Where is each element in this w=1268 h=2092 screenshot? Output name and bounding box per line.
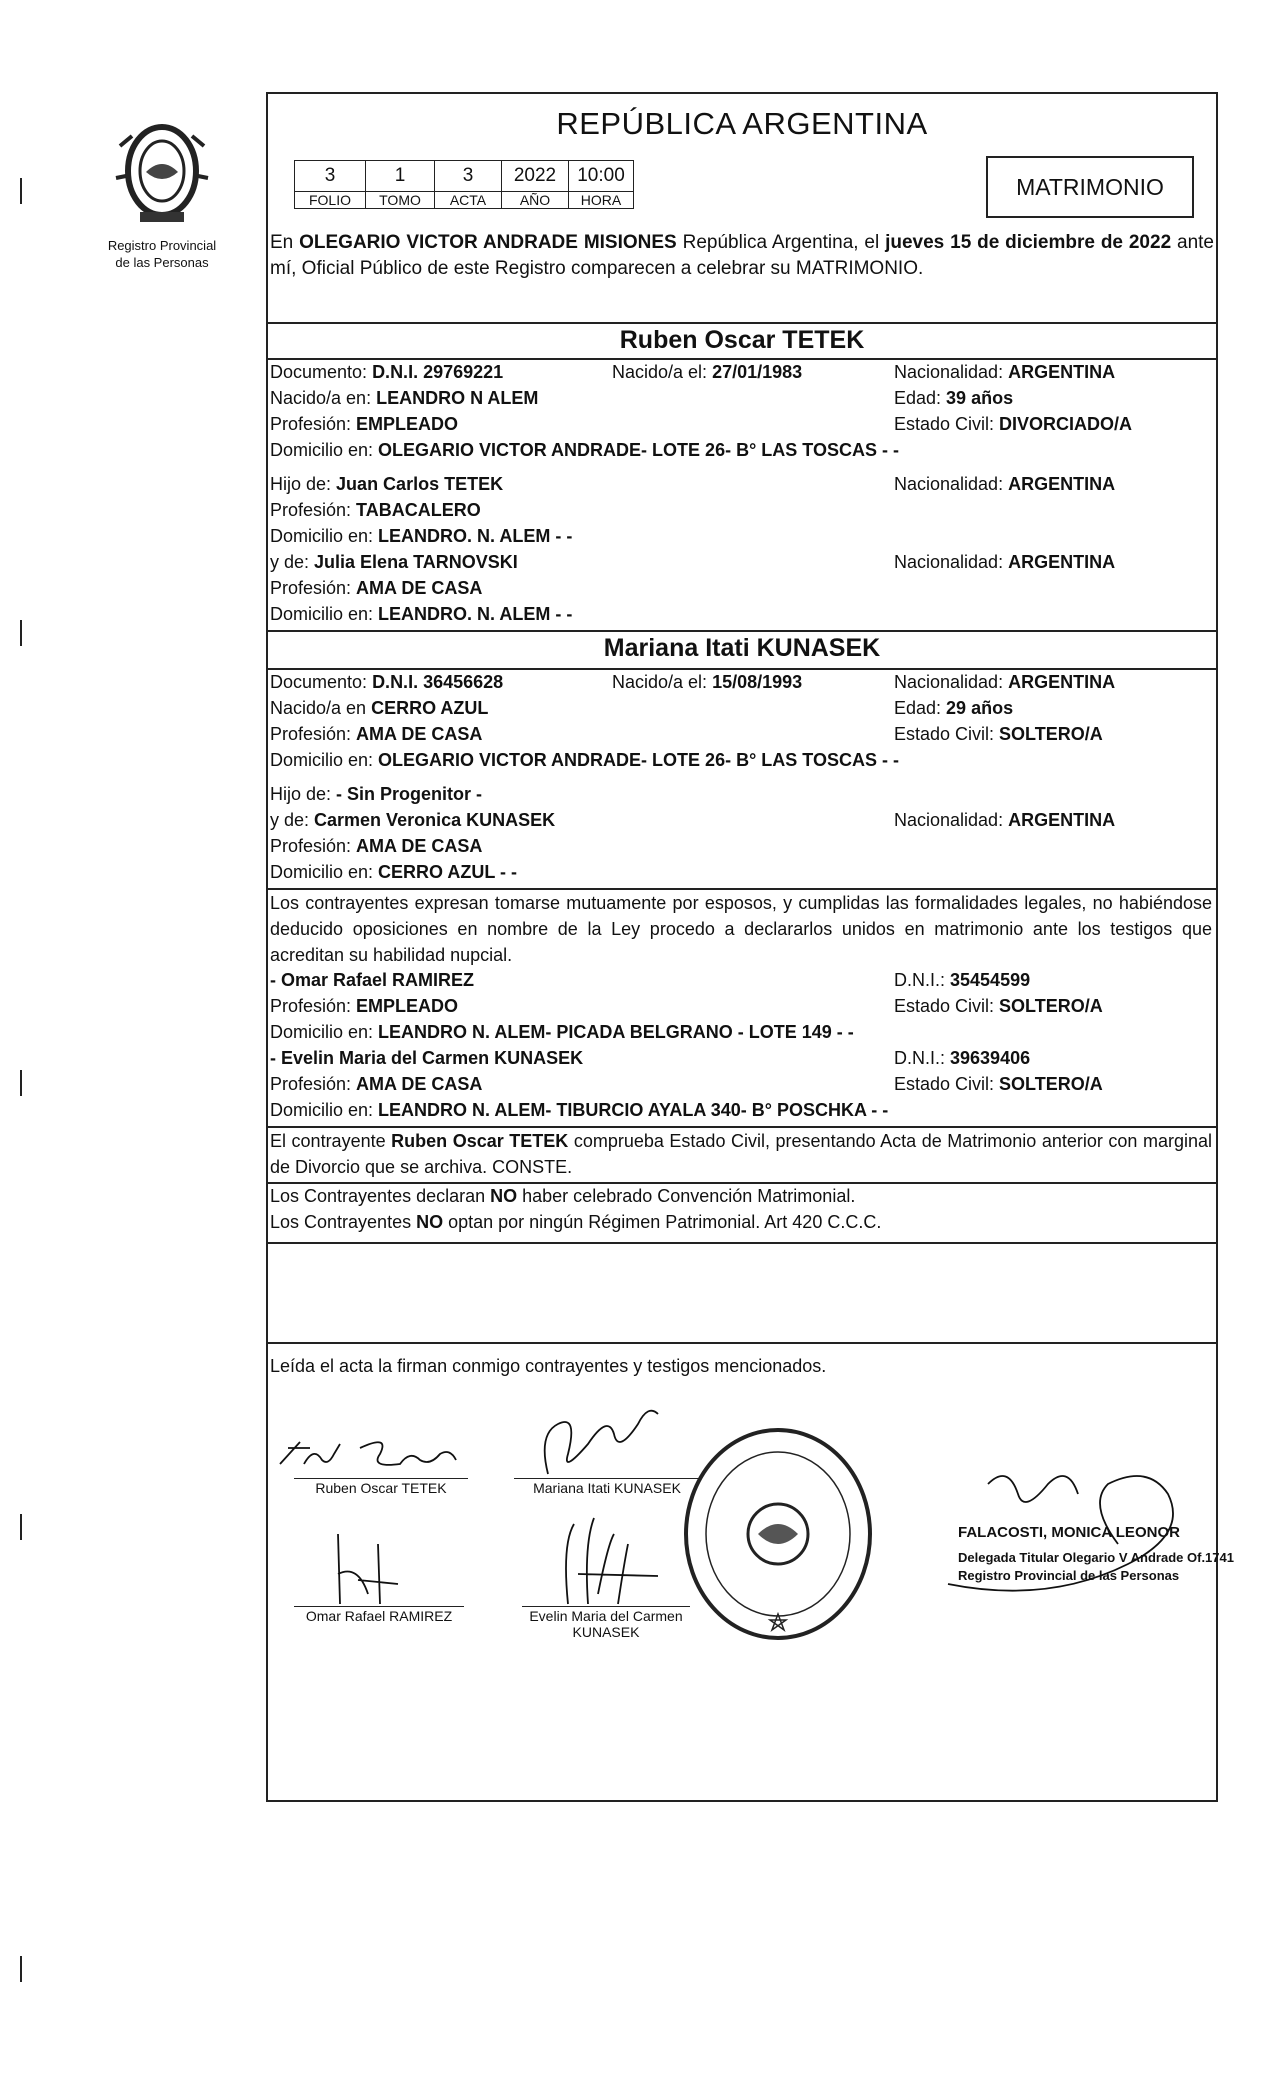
- tomo-label: TOMO: [366, 192, 435, 209]
- c2-profesion: Profesión: AMA DE CASA: [270, 724, 483, 744]
- c2-documento: Documento: D.N.I. 36456628: [270, 672, 504, 692]
- testigo2-name: - Evelin Maria del Carmen KUNASEK: [270, 1048, 584, 1068]
- divider: [268, 1242, 1216, 1244]
- margin-mark: [20, 178, 22, 204]
- lectura-text: Leída el acta la firman conmigo contrayentes y testigos mencionados.: [270, 1356, 827, 1376]
- official-role: Delegada Titular Olegario V Andrade Of.1741: [958, 1550, 1234, 1565]
- sig3-caption: Omar Rafael RAMIREZ: [305, 1608, 453, 1624]
- provincial-seal-icon: [112, 116, 212, 236]
- divider: [268, 358, 1216, 360]
- anio-value: 2022: [502, 161, 569, 192]
- hora-label: HORA: [569, 192, 634, 209]
- logo-text-1: Registro Provincial: [107, 238, 217, 253]
- c1-padre-nacionalidad: Nacionalidad: ARGENTINA: [894, 474, 1116, 494]
- c2-domicilio: Domicilio en: OLEGARIO VICTOR ANDRADE- LOTE 26- B° LAS TOSCAS - -: [270, 750, 899, 770]
- sig2-caption: Mariana Itati KUNASEK: [533, 1480, 681, 1496]
- sig4-caption-1: Evelin Maria del Carmen: [529, 1608, 683, 1624]
- intro-place: OLEGARIO VICTOR ANDRADE MISIONES: [299, 232, 677, 253]
- c2-nacionalidad: Nacionalidad: ARGENTINA: [894, 672, 1116, 692]
- acta-frame: [266, 92, 1234, 1802]
- divider: [268, 668, 1216, 670]
- c1-padre: Hijo de: Juan Carlos TETEK: [270, 474, 504, 494]
- logo-text-2: de las Personas: [115, 255, 209, 270]
- testigo2-dni: D.N.I.: 39639406: [894, 1048, 1031, 1068]
- signature-omar: [308, 1514, 448, 1614]
- testigo1-domicilio: Domicilio en: LEANDRO N. ALEM- PICADA BELGRANO - LOTE 149 - -: [270, 1022, 854, 1042]
- c2-madre-profesion: Profesión: AMA DE CASA: [270, 836, 483, 856]
- intro-text-2: República Argentina, el: [676, 232, 886, 253]
- c1-edad: Edad: 39 años: [894, 388, 1014, 408]
- c2-madre-domicilio: Domicilio en: CERRO AZUL - -: [270, 862, 518, 882]
- contrayente1-name: Ruben Oscar TETEK: [619, 326, 865, 354]
- signature-evelin: [538, 1504, 698, 1614]
- official-round-stamp: [678, 1424, 878, 1644]
- page-title: REPÚBLICA ARGENTINA: [556, 106, 928, 141]
- margin-mark: [20, 620, 22, 646]
- c1-padre-profesion: Profesión: TABACALERO: [270, 500, 481, 520]
- official-office: Registro Provincial de las Personas: [958, 1568, 1180, 1583]
- c1-estado-civil: Estado Civil: DIVORCIADO/A: [894, 414, 1133, 434]
- c2-estado-civil: Estado Civil: SOLTERO/A: [894, 724, 1103, 744]
- contrayente2-name: Mariana Itati KUNASEK: [603, 634, 881, 662]
- doc-type-box: MATRIMONIO: [986, 156, 1194, 218]
- acta-label: ACTA: [435, 192, 502, 209]
- testigo2-profesion: Profesión: AMA DE CASA: [270, 1074, 483, 1094]
- folio-label: FOLIO: [295, 192, 366, 209]
- testigo1-name: - Omar Rafael RAMIREZ: [270, 970, 475, 990]
- signature-line: [294, 1606, 464, 1607]
- divider: [268, 1182, 1216, 1184]
- testigo2-domicilio: Domicilio en: LEANDRO N. ALEM- TIBURCIO AYALA 340- B° POSCHKA - -: [270, 1100, 889, 1120]
- acta-fields-table: [294, 160, 634, 209]
- declaracion-paragraph: Los contrayentes expresan tomarse mutuamente por esposos, y cumplidas las formalidades legales, no habiéndose deducido oposiciones en nombre de la Ley procedo a declararlos unidos en matrimonio ante los testigos que acreditan su habilidad nupcial.: [270, 893, 1212, 965]
- signature-mariana: [518, 1394, 688, 1484]
- signature-line: [522, 1606, 690, 1607]
- c1-domicilio: Domicilio en: OLEGARIO VICTOR ANDRADE- LOTE 26- B° LAS TOSCAS - -: [270, 440, 899, 460]
- signature-line: [514, 1478, 700, 1479]
- c2-edad: Edad: 29 años: [894, 698, 1014, 718]
- c1-profesion: Profesión: EMPLEADO: [270, 414, 459, 434]
- margin-mark: [20, 1956, 22, 1982]
- c1-madre-profesion: Profesión: AMA DE CASA: [270, 578, 483, 598]
- divider: [268, 630, 1216, 632]
- acta-value: 3: [435, 161, 502, 192]
- folio-value: 3: [295, 161, 366, 192]
- intro-paragraph: [270, 230, 1214, 282]
- c1-nacionalidad: Nacionalidad: ARGENTINA: [894, 362, 1116, 382]
- c1-nacido-el: Nacido/a el: 27/01/1983: [612, 362, 803, 382]
- testigo1-estado: Estado Civil: SOLTERO/A: [894, 996, 1103, 1016]
- divider: [268, 322, 1216, 324]
- official-name: FALACOSTI, MONICA LEONOR: [958, 1524, 1180, 1541]
- testigo1-dni: D.N.I.: 35454599: [894, 970, 1031, 990]
- c1-nacido-en: Nacido/a en: LEANDRO N ALEM: [270, 388, 539, 408]
- c2-nacido-en: Nacido/a en CERRO AZUL: [270, 698, 489, 718]
- registro-logo: [92, 116, 232, 270]
- c1-madre-nacionalidad: Nacionalidad: ARGENTINA: [894, 552, 1116, 572]
- sig4-caption-2: KUNASEK: [572, 1624, 640, 1640]
- sig1-caption: Ruben Oscar TETEK: [315, 1480, 447, 1496]
- c1-documento: Documento: D.N.I. 29769221: [270, 362, 504, 382]
- intro-text-1: En: [270, 232, 300, 253]
- testigo2-estado: Estado Civil: SOLTERO/A: [894, 1074, 1103, 1094]
- c2-padre: Hijo de: - Sin Progenitor -: [270, 784, 483, 804]
- testigo1-profesion: Profesión: EMPLEADO: [270, 996, 459, 1016]
- nota-estado-civil: El contrayente Ruben Oscar TETEK comprueba Estado Civil, presentando Acta de Matrimonio anterior con marginal de Divorcio que se archiva. CONSTE.: [270, 1131, 1212, 1177]
- c1-padre-domicilio: Domicilio en: LEANDRO. N. ALEM - -: [270, 526, 573, 546]
- convencion-line-2: Los Contrayentes NO optan por ningún Régimen Patrimonial. Art 420 C.C.C.: [270, 1212, 882, 1232]
- tomo-value: 1: [366, 161, 435, 192]
- hora-value: 10:00: [569, 161, 634, 192]
- convencion-line-1: Los Contrayentes declaran NO haber celebrado Convención Matrimonial.: [270, 1186, 856, 1206]
- signature-ruben: [270, 1424, 490, 1484]
- intro-text-3: ante mí, Oficial Público de este Registro comparecen a celebrar su MATRIMONIO.: [270, 232, 1214, 279]
- signature-line: [294, 1478, 468, 1479]
- divider: [268, 1342, 1216, 1344]
- c2-nacido-el: Nacido/a el: 15/08/1993: [612, 672, 803, 692]
- margin-mark: [20, 1070, 22, 1096]
- c2-madre: y de: Carmen Veronica KUNASEK: [270, 810, 556, 830]
- c2-madre-nacionalidad: Nacionalidad: ARGENTINA: [894, 810, 1116, 830]
- intro-date: jueves 15 de diciembre de 2022: [885, 232, 1172, 253]
- c1-madre-domicilio: Domicilio en: LEANDRO. N. ALEM - -: [270, 604, 573, 624]
- anio-label: AÑO: [502, 192, 569, 209]
- c1-madre: y de: Julia Elena TARNOVSKI: [270, 552, 518, 572]
- margin-mark: [20, 1514, 22, 1540]
